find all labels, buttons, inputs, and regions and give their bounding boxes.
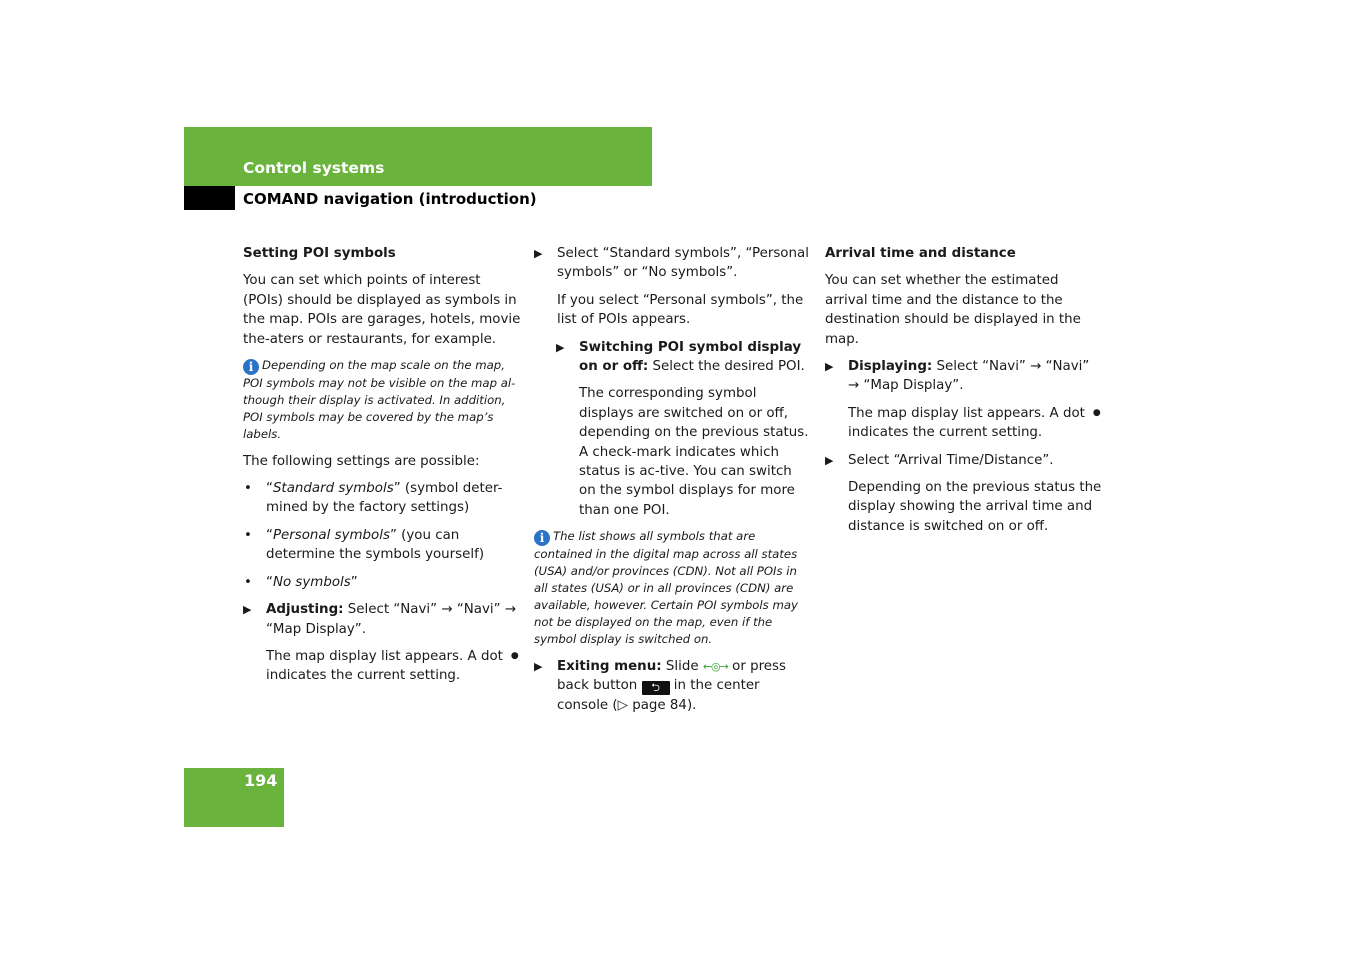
info-icon: i xyxy=(243,359,259,375)
header-band xyxy=(184,127,652,186)
corresponding-text: The corresponding symbol displays are switched on or off, depending on the previous status. A check-mark indicates which status is ac-tive. You can switch on the symbol displays for more than one POI. xyxy=(579,386,809,518)
controller-slide-icon: ←◎→ xyxy=(702,659,728,673)
triangle-right-icon: ▶ xyxy=(556,340,565,354)
arrival-intro: You can set whether the estimated arrival time and the distance to the destination should be displayed in the map. xyxy=(825,273,1081,347)
poi-heading: Setting POI symbols xyxy=(243,246,396,261)
column-3 xyxy=(825,244,1103,544)
triangle-right-icon: ▶ xyxy=(534,247,543,260)
bullet-dot-icon: ● xyxy=(510,650,519,661)
back-button-icon: ⮌ xyxy=(642,681,670,695)
triangle-right-icon: ▶ xyxy=(534,659,543,673)
map-list-text: The map display list appears. A dot ● indicates the current setting. xyxy=(848,405,1101,441)
select-arrival-step: ▶ Select “Arrival Time/Distance”. xyxy=(825,451,1103,470)
header-tab-marker xyxy=(184,186,235,210)
list-item: • “Personal symbols” (you can determine the symbols yourself) xyxy=(244,527,485,563)
column-2 xyxy=(534,244,812,723)
map-list-text: The map display list appears. A dot ● indicates the current setting. xyxy=(266,648,519,684)
triangle-right-icon: ▶ xyxy=(243,603,252,617)
column-1 xyxy=(243,244,521,694)
list-item: • “No symbols” xyxy=(244,574,358,590)
select-symbols-step: ▶ Select “Standard symbols”, “Personal symbols” or “No symbols”. xyxy=(534,246,809,281)
info-icon: i xyxy=(534,530,550,546)
page-number: 194 xyxy=(244,771,278,790)
list-item: • “Standard symbols” (symbol deter-mined by the factory settings) xyxy=(244,481,503,516)
poi-intro: You can set which points of interest (POIs) should be displayed as symbols in the map. POIs are garages, hotels, movie the-aters or restaurants, for example. xyxy=(243,273,521,347)
following-text: The following settings are possible: xyxy=(243,453,480,469)
exiting-step: ▶ Exiting menu: Slide ←◎→ or press back button ⮌ in the center console (▷ page 84). xyxy=(534,658,786,713)
displaying-step: ▶ Displaying: Select “Navi” → “Navi” → “Map Display”. xyxy=(825,359,1090,394)
arrival-heading: Arrival time and distance xyxy=(825,246,1016,261)
adjusting-step: ▶ Adjusting: Select “Navi” → “Navi” → “Map Display”. xyxy=(243,602,517,637)
chapter-title: COMAND navigation (introduction) xyxy=(243,190,537,208)
if-personal-text: If you select “Personal symbols”, the list of POIs appears. xyxy=(557,292,804,328)
poi-list-note: i The list shows all symbols that are contained in the digital map across all states (USA) and/or provinces (CDN). Not all POIs in all states (USA) or in all provinces (CDN) are available, however. Certain POI symbols may not be displayed on the map, even if the symbol display is switched on. xyxy=(534,529,798,646)
switching-step: ▶ Switching POI symbol display on or off: Select the desired POI. xyxy=(556,339,805,375)
bullet-dot-icon: ● xyxy=(1092,407,1101,418)
depending-text: Depending on the previous status the display showing the arrival time and distance is switched on or off. xyxy=(848,480,1102,534)
triangle-right-icon: ▶ xyxy=(825,453,834,467)
section-title: Control systems xyxy=(243,159,385,177)
poi-note: i Depending on the map scale on the map, POI symbols may not be visible on the map al-though their display is activated. In addition, POI symbols may be covered by the map’s labels. xyxy=(243,358,516,441)
triangle-right-icon: ▶ xyxy=(825,360,834,374)
